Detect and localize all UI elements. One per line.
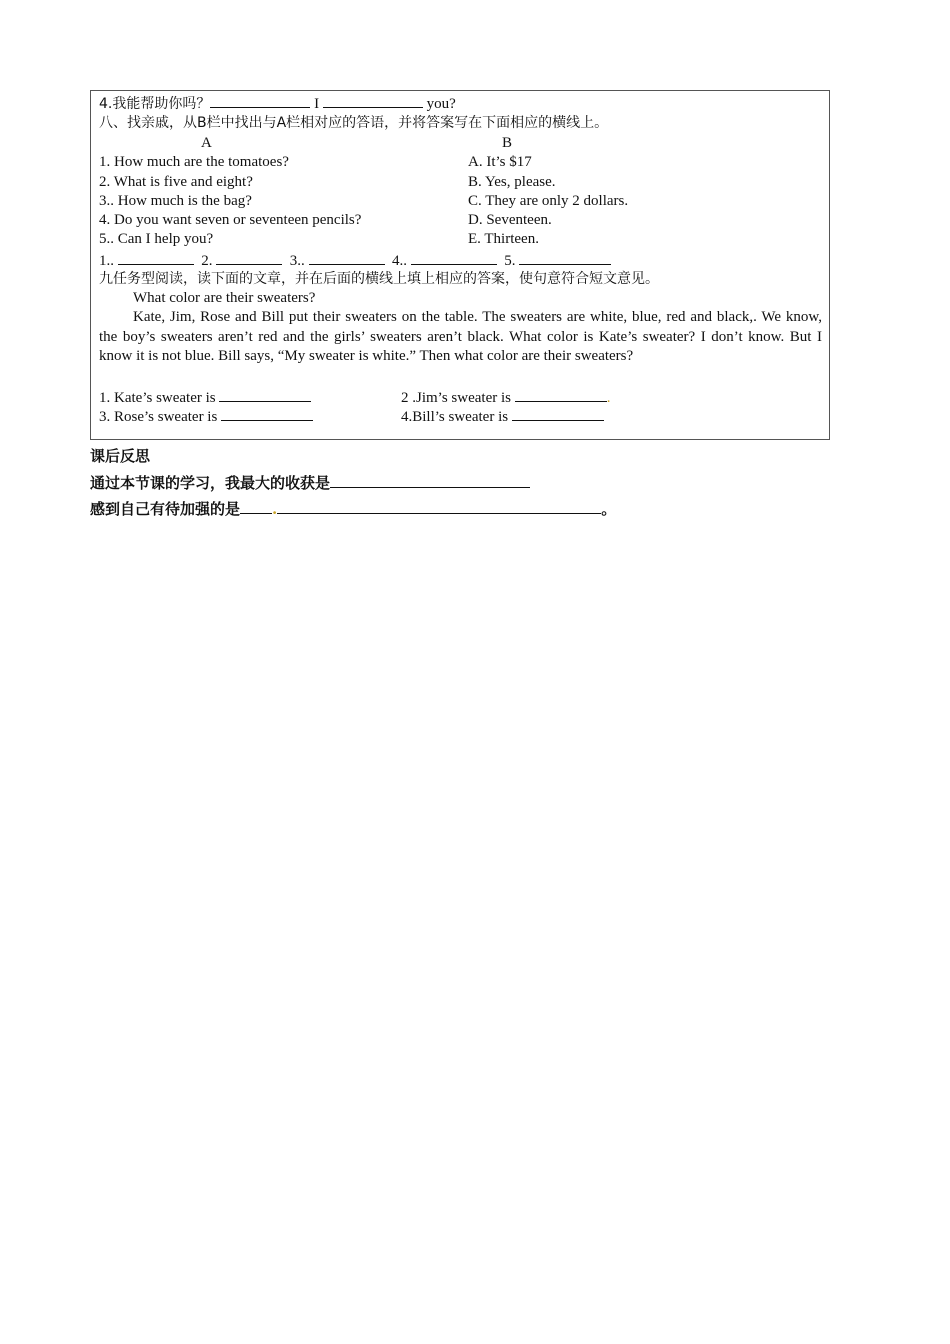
passage-title: What color are their sweaters?	[133, 290, 316, 306]
answer-b: B. Yes, please.	[468, 174, 556, 190]
dot-mark-2: .	[272, 500, 278, 518]
q4-mid: I	[310, 96, 323, 112]
q4-line	[99, 93, 456, 114]
reading-question-4	[401, 406, 604, 427]
reading-question-4-label: 4.Bill’s sweater is	[401, 409, 509, 425]
reflection-heading: 课后反思	[90, 447, 151, 465]
q4-blank-1[interactable]	[210, 93, 310, 108]
question-2: 2. What is five and eight?	[99, 174, 253, 190]
q4-prefix: 4.我能帮助你吗？	[99, 96, 211, 112]
blank-label-3: 3..	[289, 253, 305, 269]
reading-blank-1[interactable]	[219, 387, 311, 402]
column-b-heading: B	[502, 135, 513, 151]
column-a-heading: A	[201, 135, 212, 151]
reflection-blank-2a[interactable]	[240, 499, 272, 514]
q4-blank-2[interactable]	[323, 93, 423, 108]
reflection-blank-2b[interactable]	[277, 499, 601, 514]
question-5: 5.. Can I help you?	[99, 231, 214, 247]
reflection-line-2	[90, 499, 616, 519]
reading-blank-2[interactable]	[515, 387, 607, 402]
section9-instruction: 九任务型阅读，读下面的文章，并在后面的横线上填上相应的答案，使句意符合短文意见。	[99, 271, 659, 287]
answer-e: E. Thirteen.	[468, 231, 539, 247]
answer-blank-1[interactable]	[118, 250, 194, 265]
reading-question-3	[99, 406, 313, 427]
question-3: 3.. How much is the bag?	[99, 193, 252, 209]
reflection-line-2-label: 感到自己有待加强的是	[90, 500, 241, 518]
answer-blank-2[interactable]	[216, 250, 282, 265]
reading-blank-3[interactable]	[221, 406, 313, 421]
reflection-line-1	[90, 473, 530, 493]
answer-a: A. It’s $17	[468, 154, 532, 170]
section8-instruction: 八、找亲戚，从B栏中找出与A栏相对应的答语，并将答案写在下面相应的横线上。	[99, 115, 609, 131]
blank-label-1: 1..	[99, 253, 114, 269]
reading-question-3-label: 3. Rose’s sweater is	[99, 409, 218, 425]
reflection-blank-1[interactable]	[330, 473, 530, 488]
reading-passage: Kate, Jim, Rose and Bill put their sweaters on the table. The sweaters are white, blue, red and black,. We know, the boy’s sweaters aren’t red and the girls’ sweaters aren’t black. What color is Kate’s sweater? I don’t know. But I know it is not blue. Bill says, “My sweater is white.” Then what color are their sweaters?	[99, 309, 822, 365]
question-4: 4. Do you want seven or seventeen pencils?	[99, 212, 362, 228]
question-1: 1. How much are the tomatoes?	[99, 154, 289, 170]
answer-d: D. Seventeen.	[468, 212, 552, 228]
blank-label-5: 5.	[504, 253, 516, 269]
answer-blank-3[interactable]	[309, 250, 385, 265]
reflection-line-1-label: 通过本节课的学习，我最大的收获是	[90, 474, 331, 492]
blank-label-2: 2.	[201, 253, 213, 269]
reflection-line-2-end: 。	[601, 500, 617, 518]
dot-mark: .	[606, 390, 611, 406]
reading-question-1-label: 1. Kate’s sweater is	[99, 390, 216, 406]
reading-question-2-label: 2 .Jim’s sweater is	[401, 390, 511, 406]
reading-blank-4[interactable]	[512, 406, 604, 421]
answer-blank-5[interactable]	[519, 250, 611, 265]
answer-blank-4[interactable]	[411, 250, 497, 265]
answer-c: C. They are only 2 dollars.	[468, 193, 629, 209]
blank-label-4: 4..	[392, 253, 407, 269]
q4-suffix: you?	[422, 96, 456, 112]
answer-blanks-row	[99, 250, 611, 271]
